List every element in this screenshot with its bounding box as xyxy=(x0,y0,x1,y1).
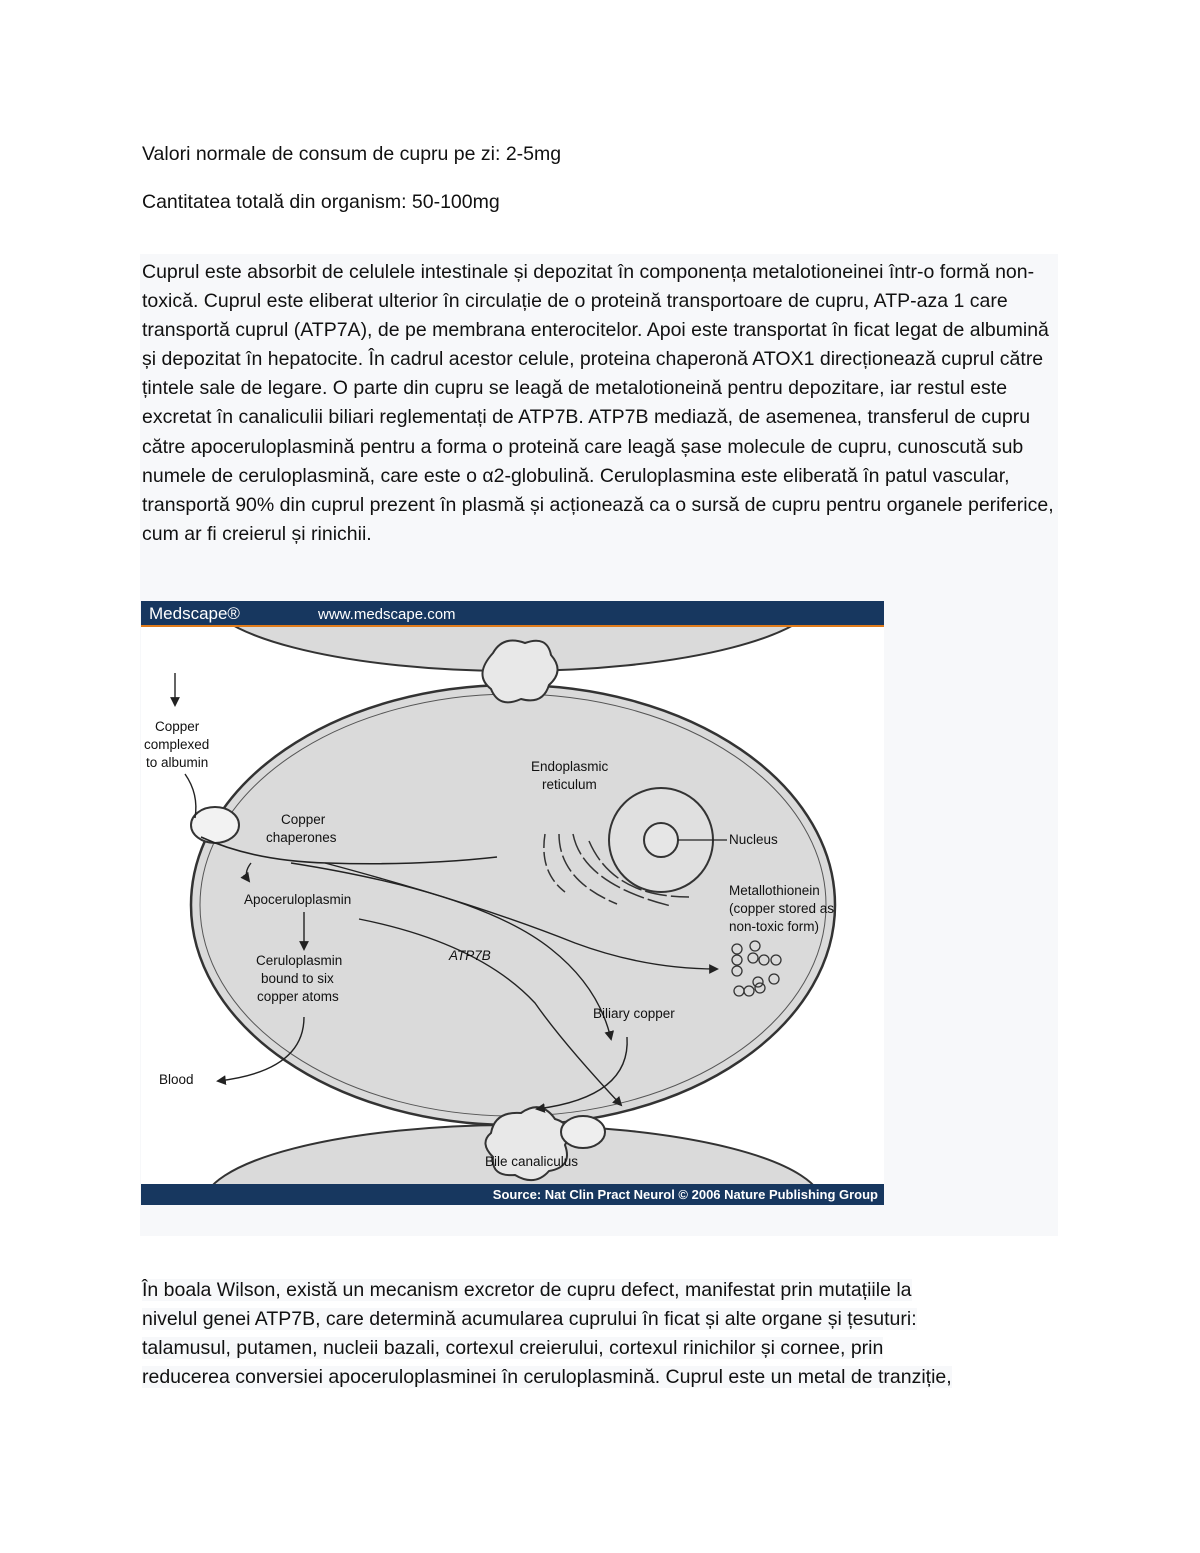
label-metallothionein-3: non-toxic form) xyxy=(729,919,820,934)
label-bile-canaliculus: Bile canaliculus xyxy=(485,1154,579,1169)
label-metallothionein-1: Metallothionein xyxy=(729,883,820,898)
label-chaperones-1: Copper xyxy=(281,812,326,827)
label-nucleus: Nucleus xyxy=(729,832,778,847)
medscape-url: www.medscape.com xyxy=(318,606,456,623)
label-ceruloplasmin-3: copper atoms xyxy=(257,989,339,1004)
label-apoceruloplasmin: Apoceruloplasmin xyxy=(244,892,352,907)
medscape-brand: Medscape® xyxy=(149,604,240,623)
highlighted-block xyxy=(140,254,1058,1236)
copper-metabolism-figure xyxy=(141,601,884,1205)
wilson-line-3: talamusul, putamen, nucleii bazali, cortexul creierului, cortexul rinichilor și cornee, prin xyxy=(142,1337,884,1360)
nucleolus xyxy=(644,823,678,857)
wilson-paragraph xyxy=(140,1276,1058,1396)
label-er-2: reticulum xyxy=(542,777,597,792)
wilson-line-2: nivelul genei ATP7B, care determină acumularea cuprului în ficat și alte organe și țesuturi: xyxy=(142,1308,917,1331)
label-copper-albumin-1: Copper xyxy=(155,719,200,734)
label-er-1: Endoplasmic xyxy=(531,759,609,774)
label-metallothionein-2: (copper stored as xyxy=(729,901,835,916)
banner-top xyxy=(141,601,884,625)
hepatocyte-diagram xyxy=(141,601,884,1205)
label-ceruloplasmin-2: bound to six xyxy=(261,971,334,986)
albumin-vesicle xyxy=(191,807,239,843)
wilson-paragraph-text xyxy=(140,1276,1058,1392)
label-atp7b: ATP7B xyxy=(449,948,491,963)
label-blood: Blood xyxy=(159,1072,194,1087)
orange-rule xyxy=(141,625,884,627)
label-biliary-copper: Biliary copper xyxy=(593,1006,675,1021)
wilson-line-1: În boala Wilson, există un mecanism excretor de cupru defect, manifestat prin mutațiile la xyxy=(142,1279,912,1301)
label-copper-albumin-3: to albumin xyxy=(146,755,209,770)
bile-vesicle xyxy=(561,1116,605,1148)
label-ceruloplasmin-1: Ceruloplasmin xyxy=(256,953,343,968)
copper-metabolism-paragraph: Cuprul este absorbit de celulele intestinale și depozitat în componența metalotioneinei într-o formă non-toxică. Cuprul este eliberat ulterior în circulație de o proteină transportoare de cupru, ATP-aza 1 care transportă cuprul (ATP7A), de pe membrana enterocitelor. Apoi este transportat în ficat legat de albumină și depozitat în hepatocite. În cadrul acestor celule, proteina chaperonă ATOX1 direcționează cuprul către țintele sale de legare. O parte din cupru se leagă de metalotioneină pentru depozitare, iar restul este excretat în canaliculii biliari reglementați de ATP7B. ATP7B mediază, de asemenea, transferul de cupru către apoceruloplasmină pentru a forma o proteină care leagă șase molecule de cupru, cunoscută sub numele de ceruloplasmină, care este o α2-globulină. Ceruloplasmina este eliberată în patul vascular, transportă 90% din cuprul prezent în plasmă și acționează ca o sursă de cupru pentru organele periferice, cum ar fi creierul și rinichii. xyxy=(142,261,1054,545)
label-copper-albumin-2: complexed xyxy=(144,737,210,752)
label-chaperones-2: chaperones xyxy=(266,830,337,845)
figure-source: Source: Nat Clin Pract Neurol © 2006 Nature Publishing Group xyxy=(492,1187,878,1202)
wilson-line-4: reducerea conversiei apoceruloplasminei în ceruloplasmină. Cuprul este un metal de tranziție, xyxy=(142,1366,952,1389)
daily-intake-line: Valori normale de consum de cupru pe zi: 2-5mg xyxy=(142,143,562,165)
total-body-copper-line: Cantitatea totală din organism: 50-100mg xyxy=(142,191,500,213)
